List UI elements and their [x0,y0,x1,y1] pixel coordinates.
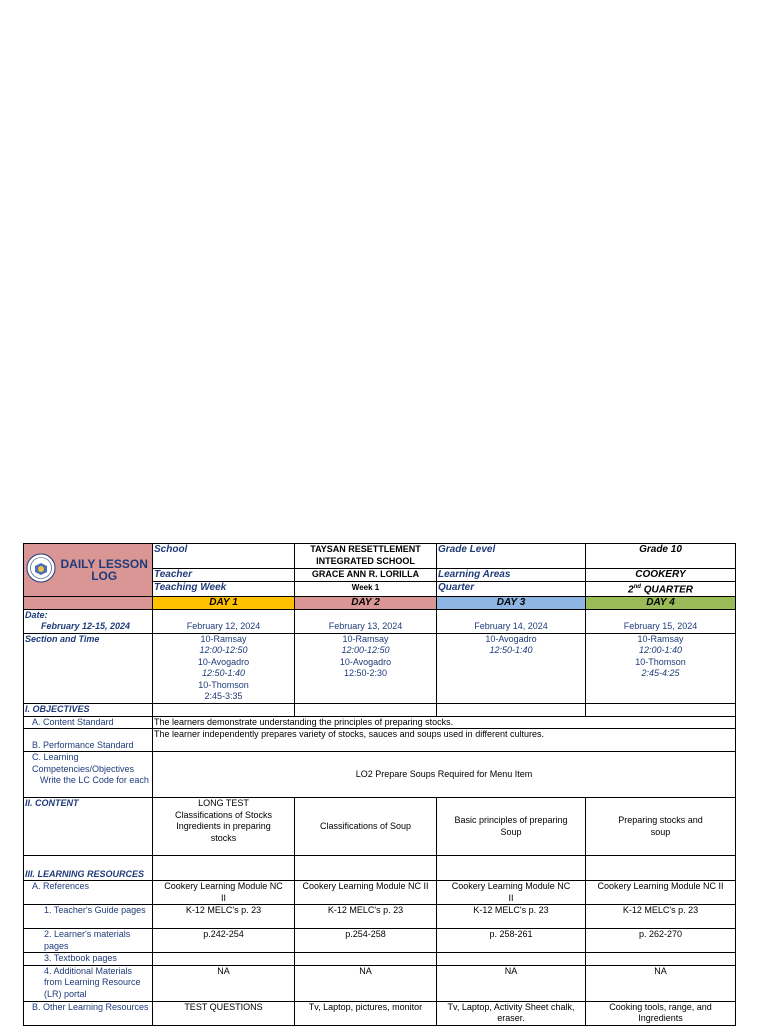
day-header-row [24,596,736,609]
resources-heading-row [24,856,736,881]
performance-standard-value: The learner independently prepares variety of stocks, sauces and soups used in different cultures. [153,729,736,752]
competencies-row [24,752,736,798]
header-row-school [24,544,736,569]
day-header-blank [24,596,153,609]
section-time: 2:45-3:35 [204,691,243,702]
additional-day-2: NA [295,965,437,1001]
section-name: 10-Avogadro [197,656,250,667]
references-day-3: Cookery Learning Module NC II [437,881,586,905]
references-day-2: Cookery Learning Module NC II [295,881,437,905]
content-day-2: Classifications of Soup [295,798,437,856]
performance-standard-label: B. Performance Standard [24,729,153,752]
other-resources-row [24,1001,736,1025]
quarter-text: QUARTER [640,584,693,596]
section-time: 12:00-1:40 [638,645,683,656]
teachers-guide-row [24,905,736,929]
empty-cell [295,953,437,966]
empty-cell [437,856,586,881]
empty-cell [153,703,295,716]
content-standard-row [24,716,736,729]
deped-seal-icon [26,553,56,587]
additional-materials-label: 4. Additional Materials from Learning Resource (LR) portal [24,965,153,1001]
date-day-2: February 13, 2024 [295,609,437,633]
learning-areas-value: COOKERY [586,569,736,582]
references-day-4: Cookery Learning Module NC II [586,881,736,905]
school-value: TAYSAN RESETTLEMENT INTEGRATED SCHOOL [295,544,437,569]
section-time: 12:50-2:30 [343,668,388,679]
section-name: 10-Thomson [635,656,686,667]
teaching-week-label: Teaching Week [153,582,295,597]
empty-cell [586,703,736,716]
textbook-label: 3. Textbook pages [24,953,153,966]
date-range: February 12-15, 2024 [41,621,131,632]
competencies-value: LO2 Prepare Soups Required for Menu Item [153,752,736,798]
content-long-test: LONG TEST [198,798,249,809]
empty-cell [295,703,437,716]
section-name: 10-Ramsay [637,633,684,644]
empty-cell [295,856,437,881]
objectives-heading-row [24,703,736,716]
section-day-4 [586,633,736,703]
dll-title-line2: LOG [91,568,118,583]
learners-materials-day-2: p.254-258 [295,929,437,953]
teaching-week-value: Week 1 [295,582,437,597]
additional-day-4: NA [586,965,736,1001]
day-2-header: DAY 2 [295,596,437,609]
empty-cell [153,856,295,881]
teacher-value: GRACE ANN R. LORILLA [295,569,437,582]
daily-lesson-log-table [23,543,736,1026]
teachers-guide-day-4: K-12 MELC's p. 23 [586,905,736,929]
grade-level-value: Grade 10 [586,544,736,569]
teachers-guide-day-1: K-12 MELC's p. 23 [153,905,295,929]
day-1-header: DAY 1 [153,596,295,609]
content-standard-label: A. Content Standard [24,716,153,729]
section-time: 12:50-1:40 [201,668,246,679]
section-day-1 [153,633,295,703]
school-label: School [153,544,295,569]
competencies-label: C. Learning Competencies/Objectives [32,752,135,774]
quarter-value [586,582,736,597]
teachers-guide-day-2: K-12 MELC's p. 23 [295,905,437,929]
references-label: A. References [24,881,153,905]
content-heading: II. CONTENT [24,798,153,856]
dll-title [61,558,148,582]
content-day-4: Preparing stocks and soup [586,798,736,856]
empty-cell [153,953,295,966]
content-standard-value: The learners demonstrate understanding the principles of preparing stocks. [153,716,736,729]
section-time: 12:00-12:50 [341,645,390,656]
learners-materials-label: 2. Learner's materials pages [24,929,153,953]
teacher-label: Teacher [153,569,295,582]
content-day-1 [153,798,295,856]
competencies-label-cell [24,752,153,798]
dll-title-line1: DAILY LESSON [60,556,148,571]
empty-cell [586,856,736,881]
grade-level-label: Grade Level [437,544,586,569]
other-day-2: Tv, Laptop, pictures, monitor [295,1001,437,1025]
section-name: 10-Ramsay [342,633,389,644]
learners-materials-row [24,929,736,953]
section-name: 10-Avogadro [339,656,392,667]
section-time: 12:00-12:50 [199,645,248,656]
section-name: 10-Ramsay [200,633,247,644]
performance-standard-row [24,729,736,752]
teachers-guide-day-3: K-12 MELC's p. 23 [437,905,586,929]
section-time-label: Section and Time [24,633,153,703]
resources-heading: III. LEARNING RESOURCES [24,856,153,881]
section-time: 12:50-1:40 [489,645,533,656]
content-day-3: Basic principles of preparing Soup [437,798,586,856]
section-day-2 [295,633,437,703]
empty-cell [437,703,586,716]
quarter-label: Quarter [437,582,586,597]
textbook-row [24,953,736,966]
competencies-code-label: Write the LC Code for each [40,775,149,786]
empty-cell [437,953,586,966]
additional-day-1: NA [153,965,295,1001]
other-resources-label: B. Other Learning Resources [24,1001,153,1025]
objectives-heading: I. OBJECTIVES [24,703,153,716]
content-row [24,798,736,856]
other-day-4: Cooking tools, range, and Ingredients [586,1001,736,1025]
other-day-1: TEST QUESTIONS [153,1001,295,1025]
dll-title-cell [24,544,153,597]
additional-materials-row [24,965,736,1001]
section-time: 2:45-4:25 [641,668,680,679]
day-4-header: DAY 4 [586,596,736,609]
section-name: 10-Avogadro [485,633,537,644]
references-row [24,881,736,905]
section-time-row [24,633,736,703]
references-day-1: Cookery Learning Module NC II [153,881,295,905]
other-day-3: Tv, Laptop, Activity Sheet chalk, eraser. [437,1001,586,1025]
date-label-cell [24,609,153,633]
quarter-number: 2 [628,584,634,596]
section-name: 10-Thomson [198,679,249,690]
empty-cell [586,953,736,966]
teachers-guide-label: 1. Teacher's Guide pages [24,905,153,929]
additional-day-3: NA [437,965,586,1001]
content-topic: Classifications of Stocks Ingredients in preparing stocks [174,809,273,843]
learners-materials-day-4: p. 262-270 [586,929,736,953]
date-day-3: February 14, 2024 [437,609,586,633]
date-day-1: February 12, 2024 [153,609,295,633]
section-day-3 [437,633,586,703]
learners-materials-day-3: p. 258-261 [437,929,586,953]
learners-materials-day-1: p.242-254 [153,929,295,953]
quarter-ordinal: nd [633,584,641,590]
date-row [24,609,736,633]
date-day-4: February 15, 2024 [586,609,736,633]
day-3-header: DAY 3 [437,596,586,609]
date-label: Date: [25,609,48,620]
learning-areas-label: Learning Areas [437,569,586,582]
